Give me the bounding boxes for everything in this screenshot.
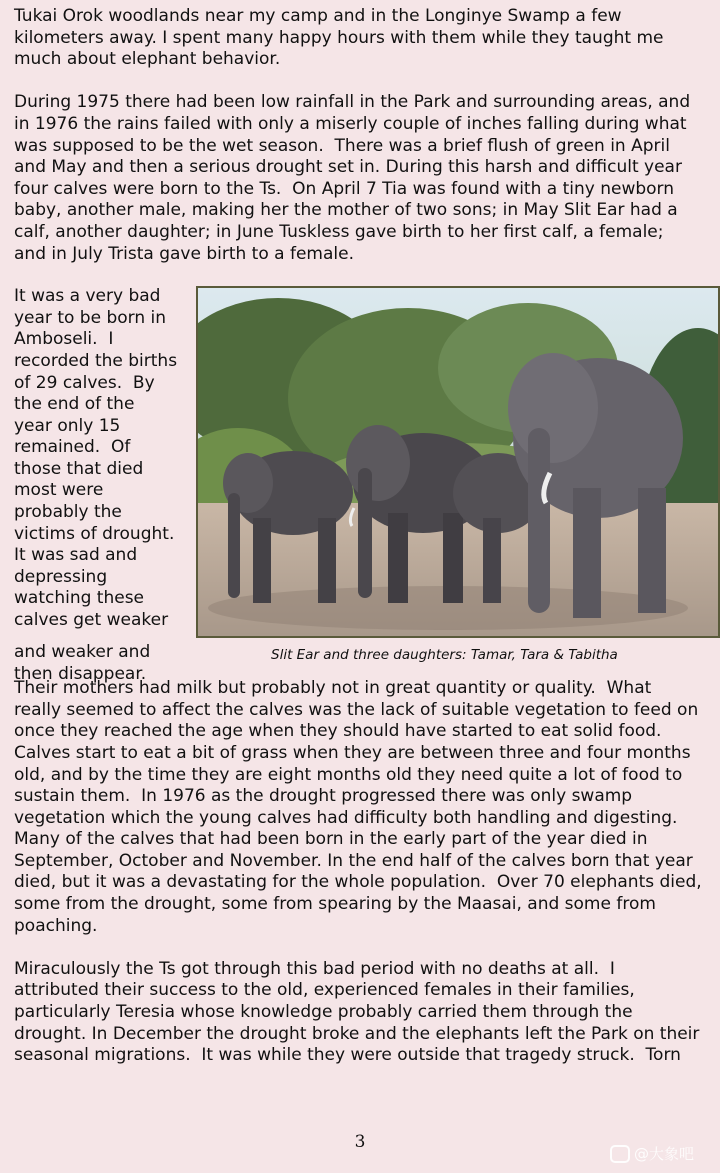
paragraph-3-wrapped: It was a very bad year to be born in Amboseli. I recorded the births of 29 calves. By the end of the year only 15 remained. Of those that died most were probably the victims of drought. It was sad and depressing watching these calves get weaker (14, 286, 178, 631)
watermark (610, 1143, 694, 1164)
paragraph-3-continued: and weaker and then disappear. (14, 642, 151, 684)
paragraph-2: During 1975 there had been low rainfall in the Park and surrounding areas, and in 1976 the rains failed with only a miserly couple of inches falling during what was supposed to be the wet season. There was a brief flush of green in April and May and then a serious drought set in. During this harsh and difficult year four calves were born to the Ts. On April 7 Tia was found with a tiny newborn baby, another male, making her the mother of two sons; in May Slit Ear had a calf, another daughter; in June Tuskless gave birth to her first calf, a female; and in July Trista gave birth to a female. (14, 92, 691, 264)
watermark-text: @大象吧 (634, 1145, 695, 1163)
document-page (14, 6, 720, 1067)
elephant-photo (196, 286, 720, 638)
figure-row (14, 286, 720, 684)
paragraph-1: Tukai Orok woodlands near my camp and in the Longinye Swamp a few kilometers away. I spent many happy hours with them while they taught me much about elephant behavior. (14, 6, 664, 70)
figure-caption: Slit Ear and three daughters: Tamar, Tara & Tabitha (271, 647, 618, 664)
elephant-photo-illustration (198, 288, 718, 636)
page-number: 3 (354, 1132, 366, 1152)
paragraph-4: Miraculously the Ts got through this bad period with no deaths at all. I attributed their success to the old, experienced females in their families, particularly Teresia whose knowledge probably carried them through the drought. In December the drought broke and the elephants left the Park on their seasonal migrations. It was while they were outside that tragedy struck. Torn (14, 958, 700, 1066)
paragraph-3-full: Their mothers had milk but probably not in great quantity or quality. What really seemed to affect the calves was the lack of suitable vegetation to feed on once they reached the age when they should have started to eat solid food. Calves start to eat a bit of grass when they are between three and four months old, and by the time they are eight months old they need quite a lot of food to sustain them. In 1976 as the drought progressed there was only swamp vegetation which the young calves had difficulty both handling and digesting. Many of the calves that had been born in the early part of the year died in September, October and November. In the end half of the calves born that year died, but it was a devastating for the whole population. Over 70 elephants died, some from the drought, some from spearing by the Maasai, and some from poaching. (14, 678, 702, 936)
chat-icon (610, 1145, 630, 1163)
